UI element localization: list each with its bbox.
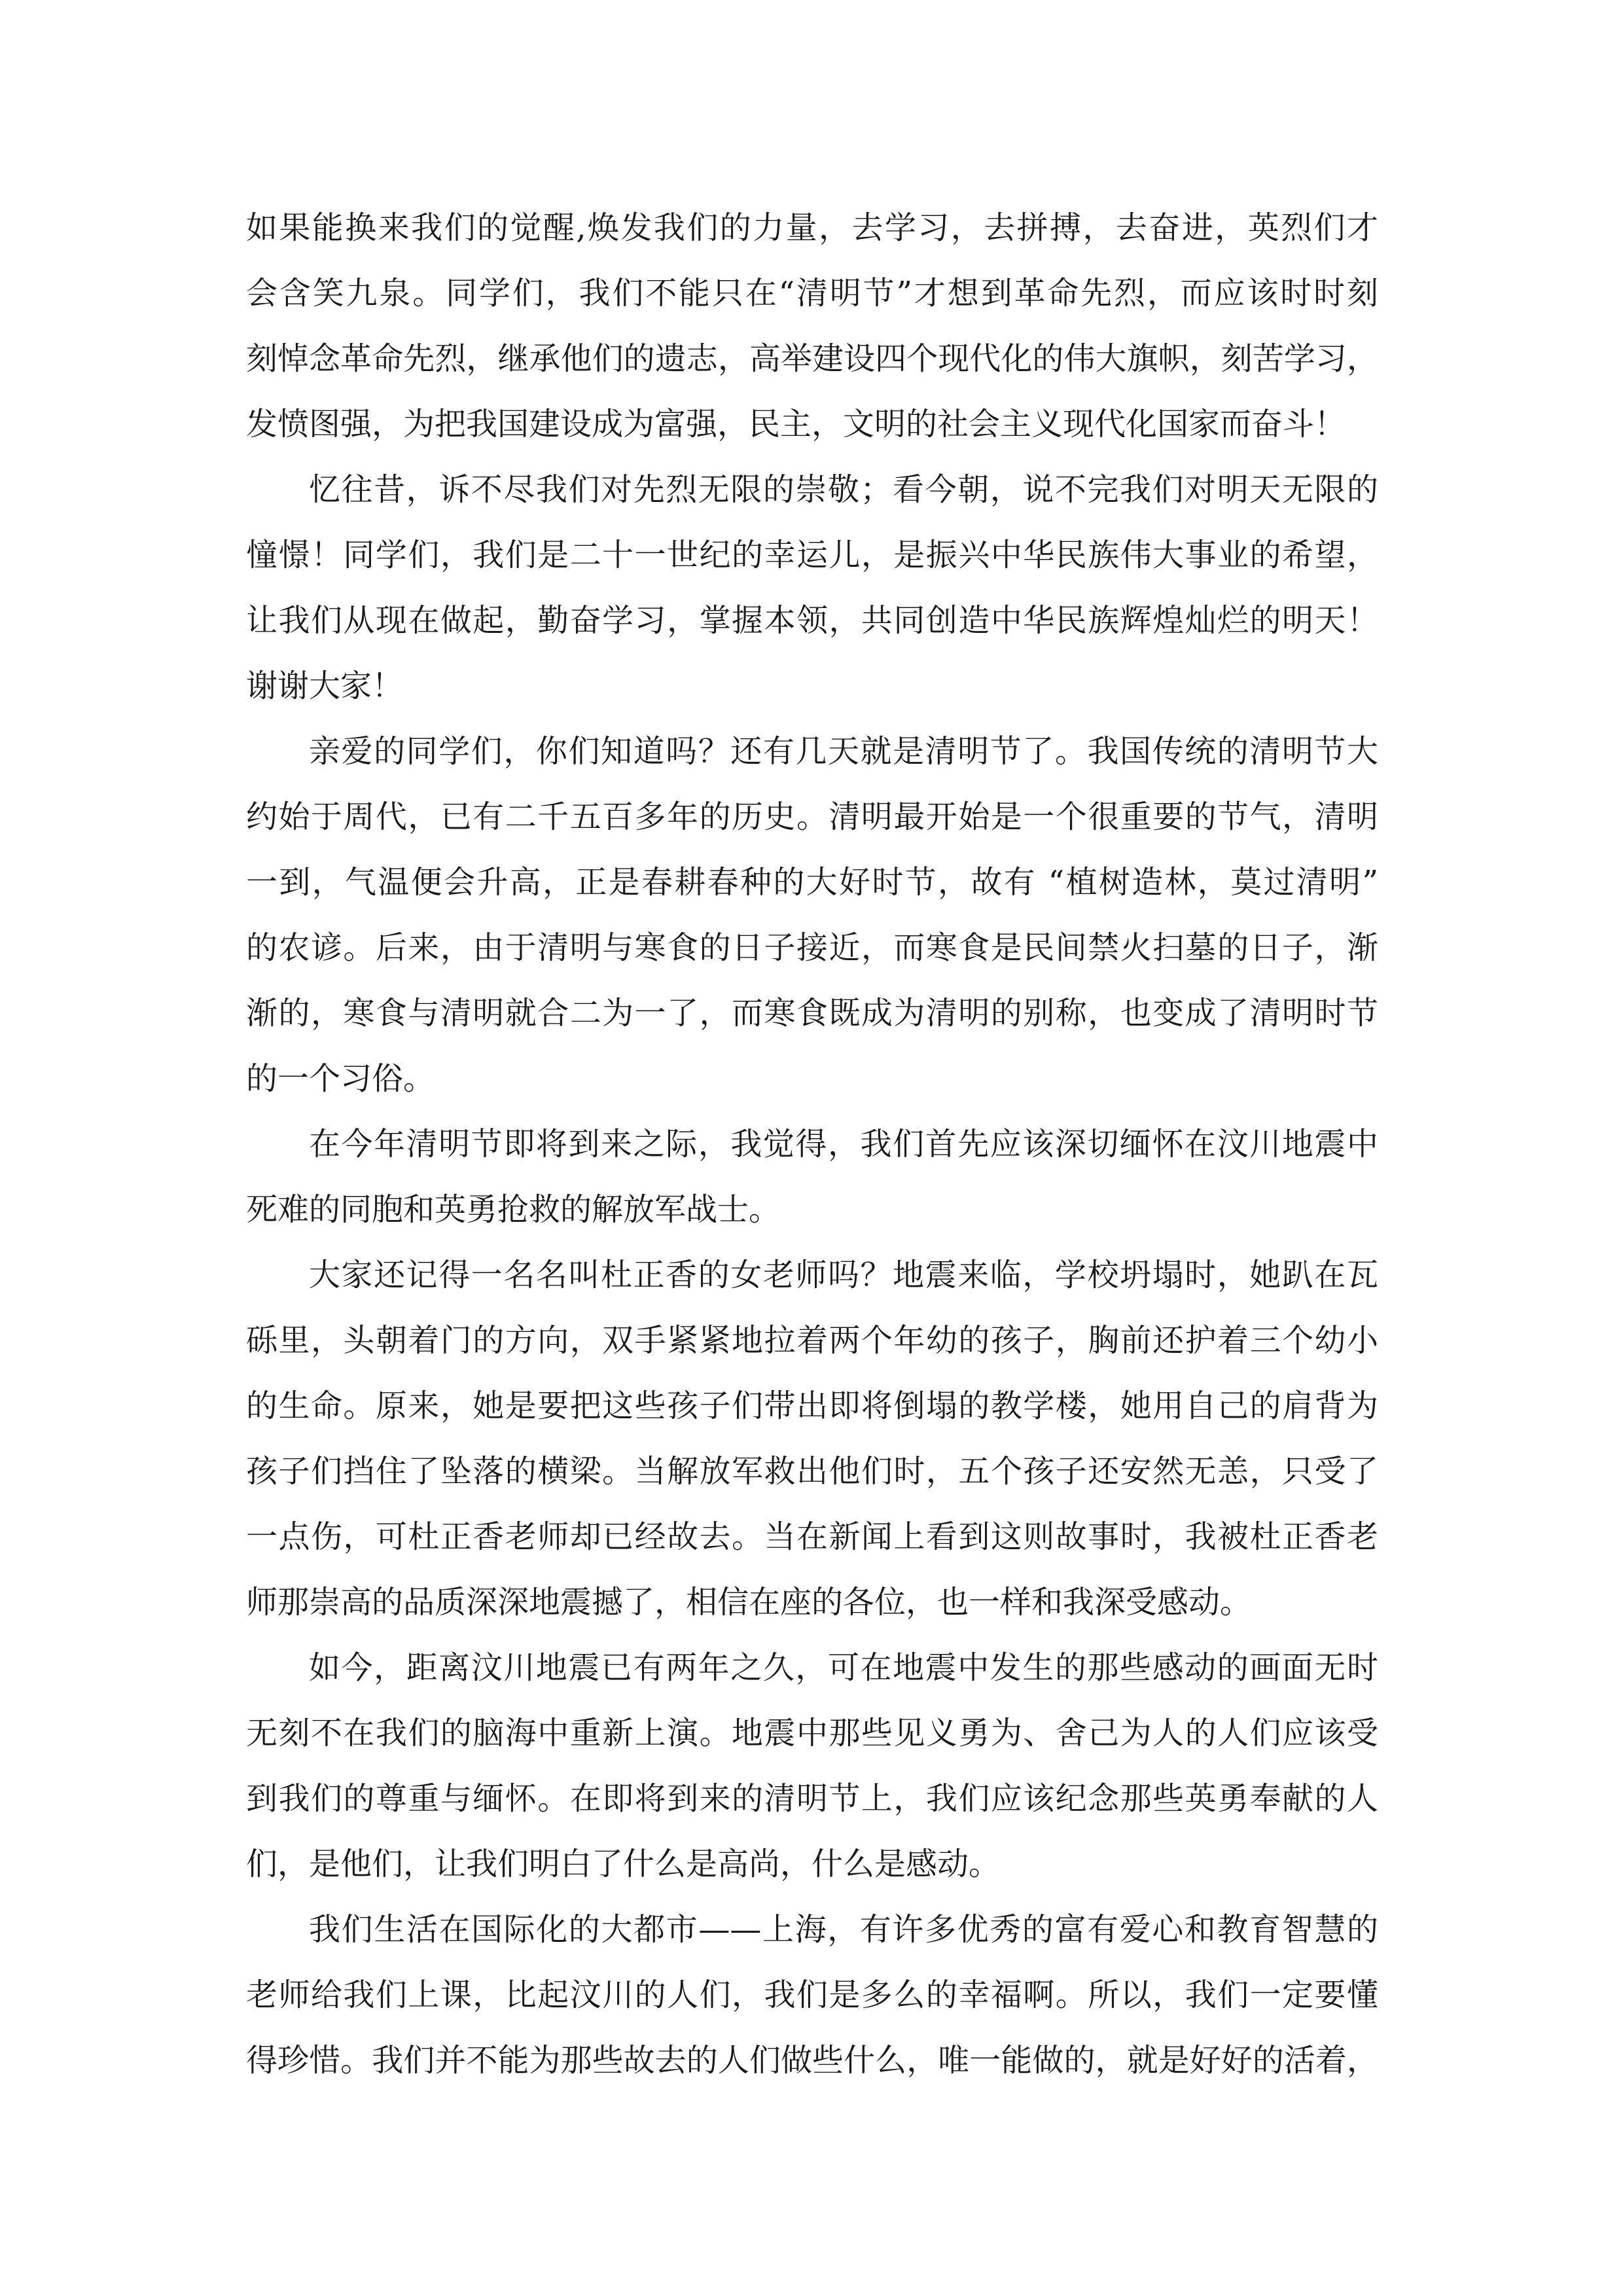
text-line: 的生命。原来，她是要把这些孩子们带出即将倒塌的教学楼，她用自己的肩背为 <box>246 1388 1378 1424</box>
text-line: 无刻不在我们的脑海中重新上演。地震中那些见义勇为、舍己为人的人们应该受 <box>246 1715 1378 1751</box>
text-line: 砾里，头朝着门的方向，双手紧紧地拉着两个年幼的孩子，胸前还护着三个幼小 <box>246 1322 1378 1359</box>
text-line: 会含笑九泉。同学们，我们不能只在“清明节”才想到革命先烈，而应该时时刻 <box>246 275 1378 312</box>
text-line: 亲爱的同学们，你们知道吗？还有几天就是清明节了。我国传统的清明节大 <box>309 733 1378 770</box>
text-line: 孩子们挡住了坠落的横梁。当解放军救出他们时，五个孩子还安然无恙，只受了 <box>246 1453 1378 1490</box>
text-line: 死难的同胞和英勇抢救的解放军战士。 <box>246 1191 781 1228</box>
text-line: 约始于周代，已有二千五百多年的历史。清明最开始是一个很重要的节气，清明 <box>246 798 1378 835</box>
text-line: 老师给我们上课，比起汶川的人们，我们是多么的幸福啊。所以，我们一定要懂 <box>246 1977 1378 2013</box>
text-line: 让我们从现在做起，勤奋学习，掌握本领，共同创造中华民族辉煌灿烂的明天！ <box>246 602 1378 639</box>
text-line: 如果能换来我们的觉醒,焕发我们的力量，去学习，去拼搏，去奋进，英烈们才 <box>246 209 1378 246</box>
text-line: 谢谢大家！ <box>246 668 404 704</box>
text-line: 得珍惜。我们并不能为那些故去的人们做些什么，唯一能做的，就是好好的活着， <box>246 2042 1378 2079</box>
text-line: 我们生活在国际化的大都市——上海，有许多优秀的富有爱心和教育智慧的 <box>309 1911 1378 1948</box>
text-line: 刻悼念革命先烈，继承他们的遗志，高举建设四个现代化的伟大旗帜，刻苦学习， <box>246 340 1378 377</box>
text-line: 如今，距离汶川地震已有两年之久，可在地震中发生的那些感动的画面无时 <box>309 1649 1378 1686</box>
text-line: 渐的，寒食与清明就合二为一了，而寒食既成为清明的别称，也变成了清明时节 <box>246 995 1378 1031</box>
text-line: 师那崇高的品质深深地震撼了，相信在座的各位，也一样和我深受感动。 <box>246 1584 1252 1621</box>
text-line: 一到，气温便会升高，正是春耕春种的大好时节，故有 “植树造林，莫过清明” <box>246 864 1378 901</box>
text-line: 的一个习俗。 <box>246 1060 435 1097</box>
text-line: 的农谚。后来，由于清明与寒食的日子接近，而寒食是民间禁火扫墓的日子，渐 <box>246 929 1378 966</box>
text-line: 到我们的尊重与缅怀。在即将到来的清明节上，我们应该纪念那些英勇奉献的人 <box>246 1780 1378 1817</box>
text-line: 一点伤，可杜正香老师却已经故去。当在新闻上看到这则故事时，我被杜正香老 <box>246 1518 1378 1555</box>
text-line: 们，是他们，让我们明白了什么是高尚，什么是感动。 <box>246 1846 1001 1882</box>
text-line: 忆往昔，诉不尽我们对先烈无限的崇敬；看今朝，说不完我们对明天无限的 <box>309 471 1378 508</box>
text-line: 大家还记得一名名叫杜正香的女老师吗？地震来临，学校坍塌时，她趴在瓦 <box>309 1257 1378 1293</box>
text-line: 在今年清明节即将到来之际，我觉得，我们首先应该深切缅怀在汶川地震中 <box>309 1126 1378 1162</box>
text-line: 发愤图强，为把我国建设成为富强，民主，文明的社会主义现代化国家而奋斗！ <box>246 406 1346 442</box>
document-body-text <box>246 195 1378 2093</box>
text-line: 憧憬！同学们，我们是二十一世纪的幸运儿，是振兴中华民族伟大事业的希望， <box>246 537 1378 573</box>
